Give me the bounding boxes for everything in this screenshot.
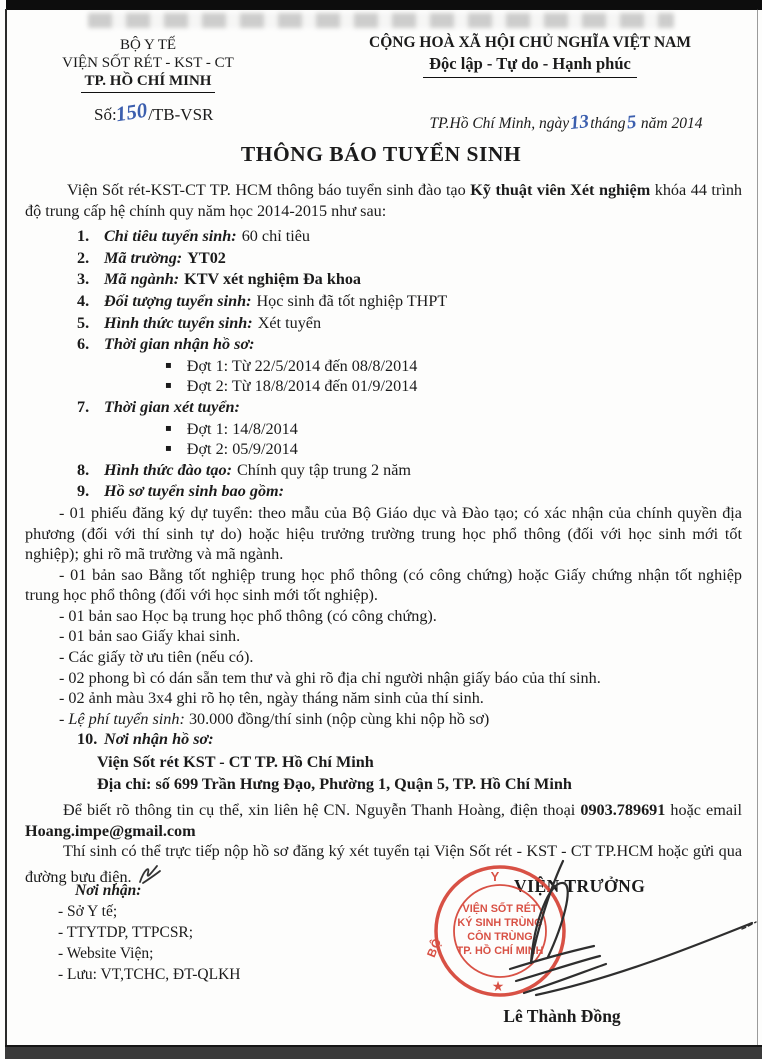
svg-text:VIỆN SỐT RÉT: VIỆN SỐT RÉT <box>462 903 538 915</box>
dossier-doc-envelopes: - 02 phong bì có dán sẵn tem thư và ghi rõ địa chỉ người nhận giấy báo của thí sinh. <box>59 668 601 687</box>
contact-paragraph: Để biết rõ thông tin cụ thể, xin liên hệ CN. Nguyễn Thanh Hoàng, điện thoại 0903.789691 hoặc email Hoang.impe@gmail.com <box>25 801 742 840</box>
list-item-dossier-contents: 9. Hồ sơ tuyển sinh bao gồm: <box>77 482 285 501</box>
list-item-major-code: 3. Mã ngành: KTV xét nghiệm Đa khoa <box>77 270 362 289</box>
scan-bottom-edge <box>5 1045 762 1059</box>
number-suffix: /TB-VSR <box>148 105 214 124</box>
recipients-label: Nơi nhận: <box>75 882 142 899</box>
bleedthrough-ghost-text <box>88 13 674 28</box>
list-item-admission-type: 5. Hình thức tuyển sinh: Xét tuyển <box>77 313 322 332</box>
svg-text:BỘ: BỘ <box>424 935 445 960</box>
svg-text:CÔN TRÙNG: CÔN TRÙNG <box>467 931 533 943</box>
svg-text:KÝ SINH TRÙNG: KÝ SINH TRÙNG <box>457 917 543 929</box>
list-item-review-period: 7. Thời gian xét tuyển: <box>77 397 240 416</box>
handwritten-number: 150 <box>113 97 149 127</box>
list-item-school-code: 2. Mã trường: YT02 <box>77 248 226 267</box>
list-item-target: 4. Đối tượng tuyển sinh: Học sinh đã tốt nghiệp THPT <box>77 291 448 310</box>
recipient-luu: - Lưu: VT,TCHC, ĐT-QLKH <box>58 966 241 983</box>
document-number <box>94 97 214 127</box>
intro-pre: Viện Sốt rét-KST-CT TP. HCM thông báo tuyển sinh đào tạo <box>67 181 471 199</box>
national-header <box>318 34 742 78</box>
contact-email: Hoang.impe@gmail.com <box>25 821 196 840</box>
motto-line: Độc lập - Tự do - Hạnh phúc <box>423 52 637 78</box>
dossier-doc-birth-cert: - 01 bản sao Giấy khai sinh. <box>59 627 241 646</box>
list-item-quota: 1. Chỉ tiêu tuyển sinh: 60 chỉ tiêu <box>77 227 311 246</box>
scan-top-edge <box>6 0 762 10</box>
dossier-doc-diploma: - 01 bản sao Bằng tốt nghiệp trung học phổ thông (có công chứng) hoặc Giấy chứng nhận tốt nghiệp trung học phổ thông (đối với học sinh mới tốt nghiệp). <box>25 565 742 605</box>
bullet-round2-receive: ▪ Đợt 2: Từ 18/8/2014 đến 01/9/2014 <box>165 377 418 396</box>
ministry-name: BỘ Y TẾ <box>119 37 177 53</box>
square-bullet-icon: ▪ <box>165 443 172 455</box>
institute-name: VIỆN SỐT RÉT - KST - CT <box>62 55 234 71</box>
signer-title: VIỆN TRƯỞNG <box>514 876 646 896</box>
handwritten-day: 13 <box>569 111 591 134</box>
submission-note-paragraph: Thí sinh có thể trực tiếp nộp hồ sơ đăng ký xét tuyển tại Viện Sốt rét - KST - CT TP.HCM hoặc gửi qua đường bưu điện. <box>25 842 742 886</box>
date-thang: tháng <box>590 115 626 132</box>
contact-phone: 0903.789691 <box>580 801 666 820</box>
square-bullet-icon: ▪ <box>165 359 172 371</box>
intro-paragraph <box>25 180 742 221</box>
svg-text:TP. HỒ CHÍ MINH: TP. HỒ CHÍ MINH <box>456 945 544 957</box>
fee-label: - Lệ phí tuyển sinh: <box>59 709 185 728</box>
country-line: CỘNG HOÀ XÃ HỘI CHỦ NGHĨA VIỆT NAM <box>369 34 691 51</box>
bullet-round2-review: ▪ Đợt 2: 05/9/2014 <box>165 440 298 459</box>
submission-address: Địa chỉ: số 699 Trần Hưng Đạo, Phường 1, Quận 5, TP. Hồ Chí Minh <box>97 775 572 794</box>
issuer-city: TP. HỒ CHÍ MINH <box>81 72 216 93</box>
svg-text:Y: Y <box>490 869 500 884</box>
document-title: THÔNG BÁO TUYỂN SINH <box>240 142 522 166</box>
number-prefix: Số: <box>94 105 117 124</box>
intro-post: khóa 44 trình độ trung cấp hệ chính quy năm học 2014-2015 như sau: <box>25 181 743 220</box>
list-item-dossier-period: 6. Thời gian nhận hồ sơ: <box>77 335 255 354</box>
document-body <box>25 180 742 887</box>
dossier-doc-registration: - 01 phiếu đăng ký dự tuyển: theo mẫu của Bộ Giáo dục và Đào tạo; có xác nhận của chính quyền địa phương (đối với thí sinh tự do) hoặc hiệu trưởng trường trung học phổ thông (đối với học sinh mới tốt nghiệp); ghi rõ mã trường và mã ngành. <box>25 503 742 564</box>
dossier-doc-transcript: - 01 bản sao Học bạ trung học phổ thông (có công chứng). <box>59 606 437 625</box>
red-stamp <box>423 867 564 995</box>
square-bullet-icon: ▪ <box>165 422 172 434</box>
date-post: năm 2014 <box>640 115 703 132</box>
date-pre: TP.Hồ Chí Minh, ngày <box>429 115 570 132</box>
svg-text:★: ★ <box>491 978 505 994</box>
recipient-website: - Website Viện; <box>58 945 154 962</box>
signer-name: Lê Thành Đồng <box>503 1006 621 1026</box>
bullet-round1-receive: ▪ Đợt 1: Từ 22/5/2014 đến 08/8/2014 <box>165 356 418 375</box>
dossier-doc-priority: - Các giấy tờ ưu tiên (nếu có). <box>59 648 254 667</box>
recipients-block <box>58 880 240 985</box>
fee-value: 30.000 đồng/thí sinh (nộp cùng khi nộp hồ sơ) <box>184 709 490 728</box>
recipient-soyte: - Sở Y tế; <box>58 903 118 920</box>
bullet-round1-review: ▪ Đợt 1: 14/8/2014 <box>165 419 298 438</box>
square-bullet-icon: ▪ <box>165 380 172 392</box>
list-item-training-form: 8. Hình thức đào tạo: Chính quy tập trung 2 năm <box>77 460 411 479</box>
issuer-block <box>32 36 264 93</box>
recipient-ttytdp: - TTYTDP, TTPCSR; <box>58 924 194 941</box>
date-line <box>398 112 734 134</box>
dossier-fee-line <box>25 709 742 730</box>
dossier-doc-photos: - 02 ảnh màu 3x4 ghi rõ họ tên, ngày tháng năm sinh của thí sinh. <box>59 689 484 708</box>
list-item-submission-place: 10. Nơi nhận hồ sơ: <box>77 730 214 749</box>
handwritten-month: 5 <box>625 111 638 134</box>
intro-program-name: Kỹ thuật viên Xét nghiệm <box>470 181 651 199</box>
submission-institute: Viện Sốt rét KST - CT TP. Hồ Chí Minh <box>97 753 374 772</box>
